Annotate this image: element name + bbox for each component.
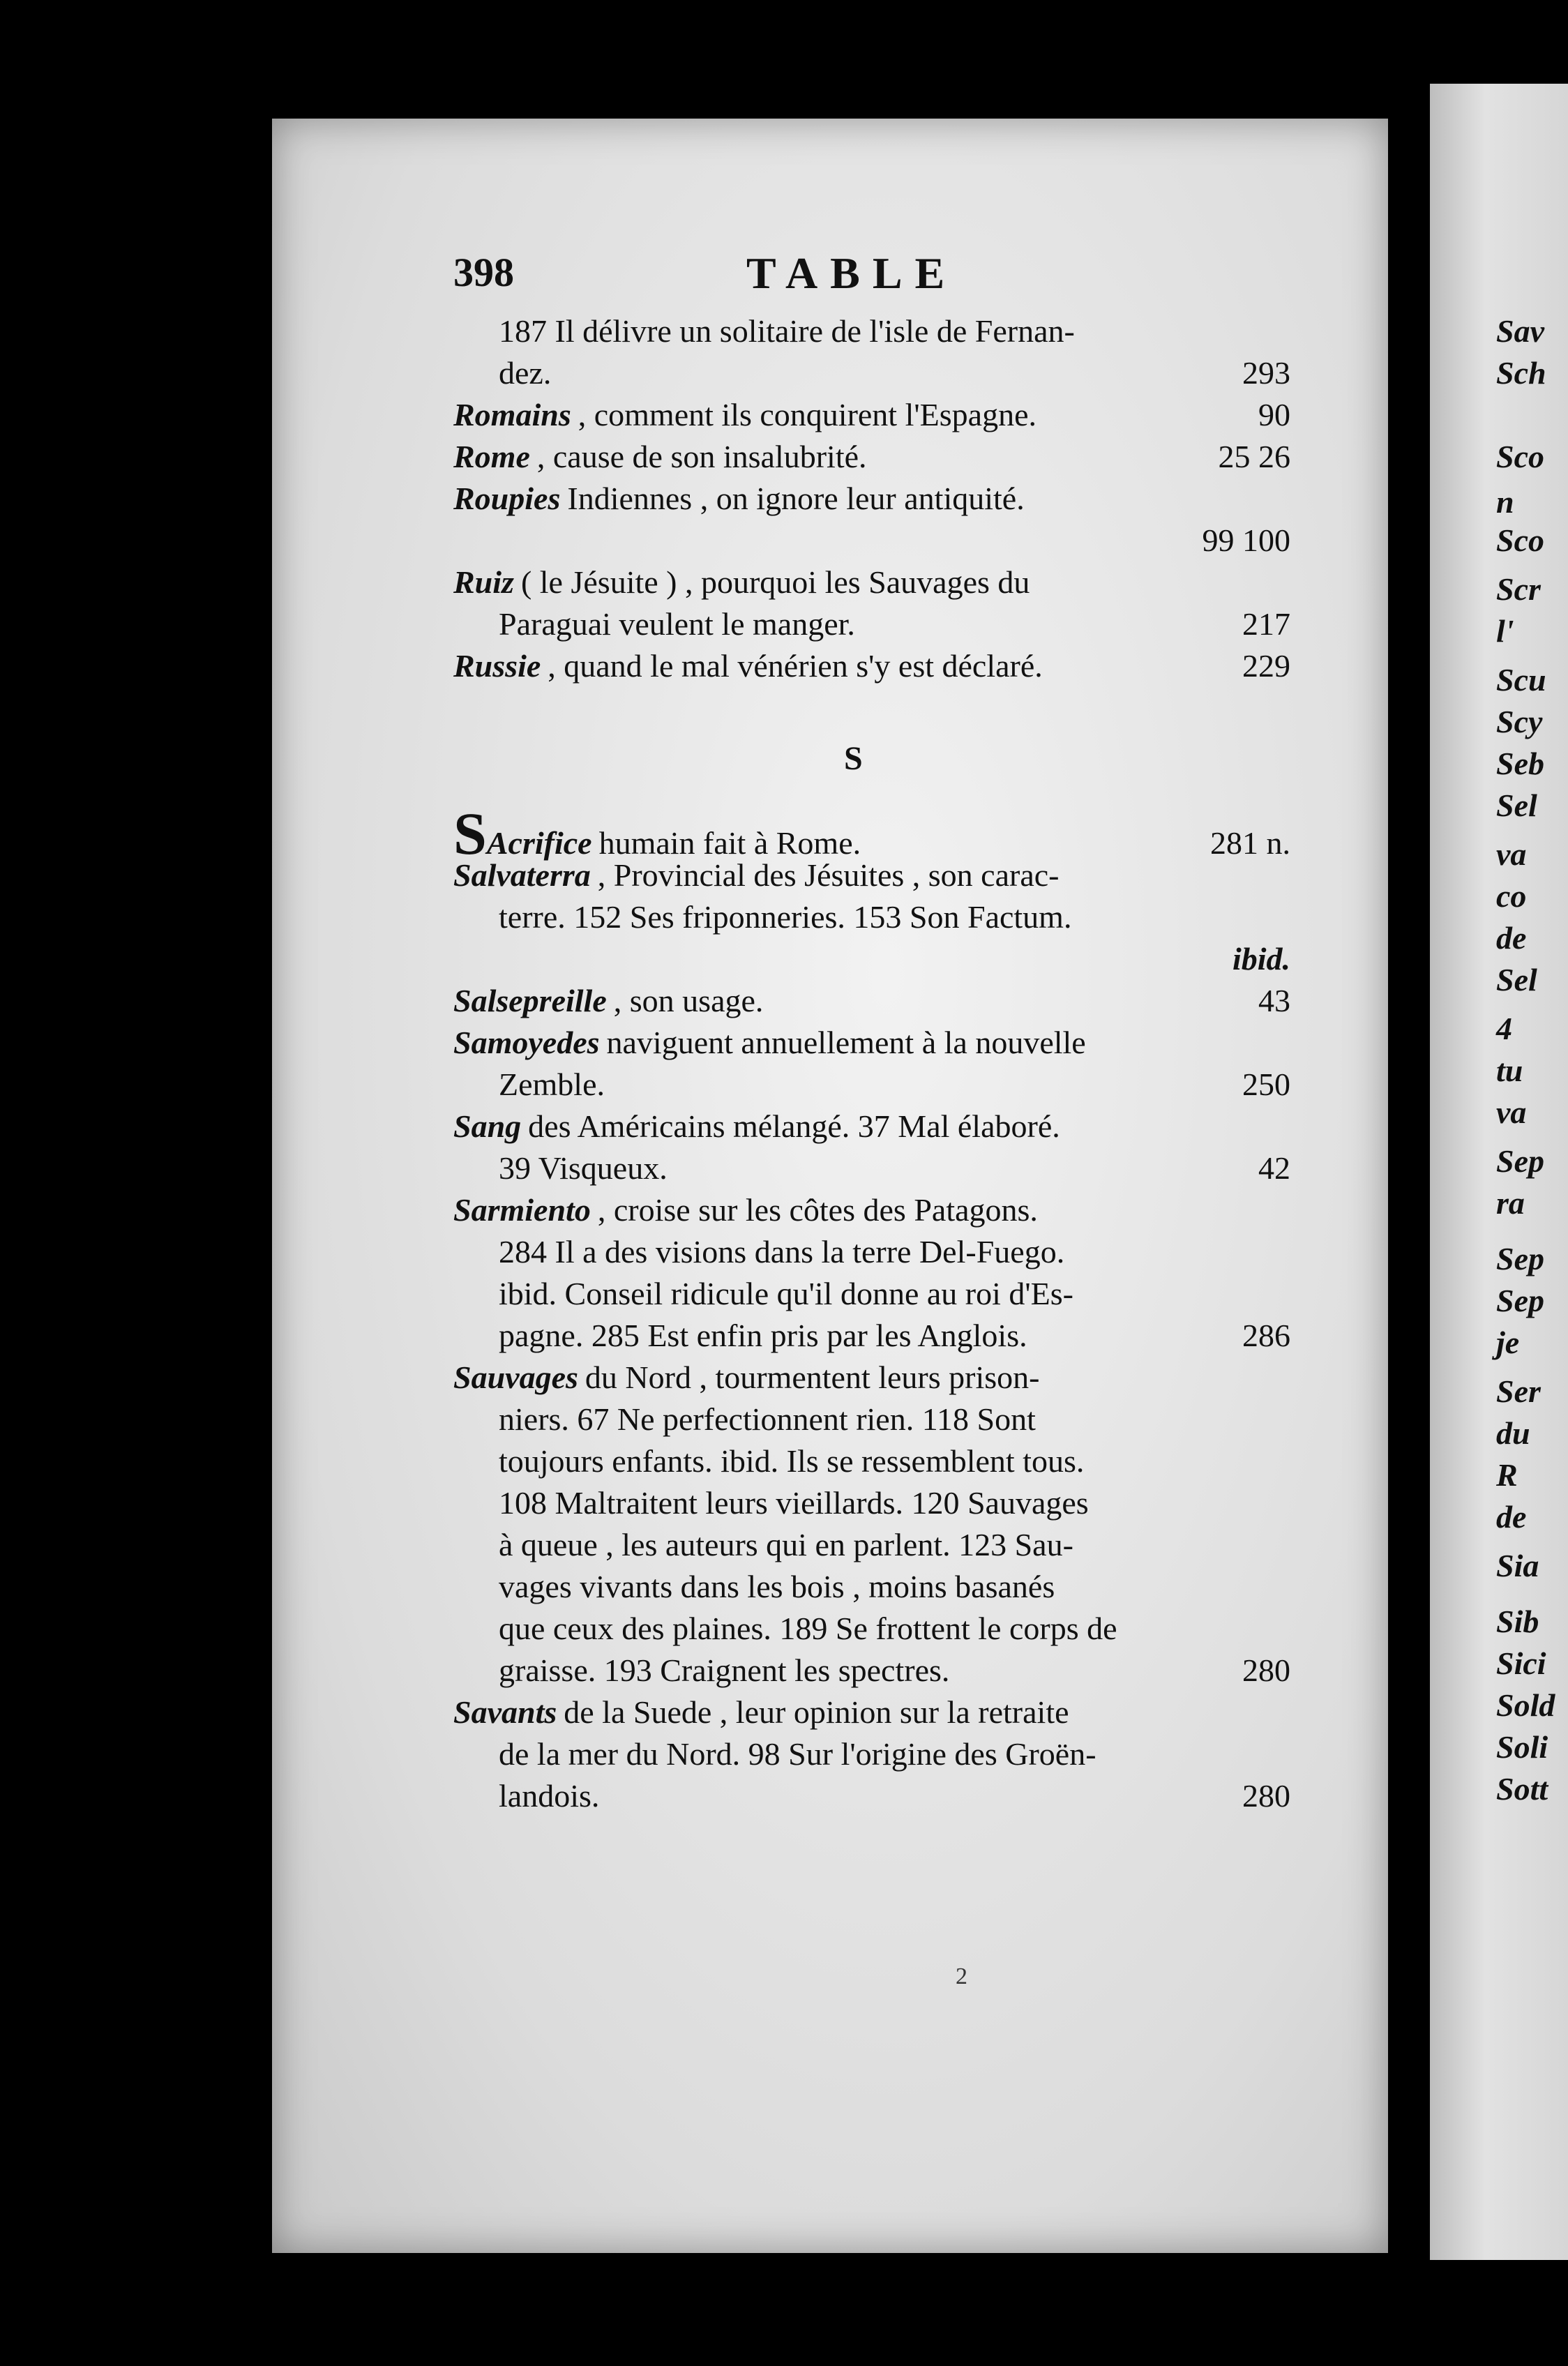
facing-page-fragment: Seb (1496, 746, 1544, 781)
facing-page-fragment: Sel (1496, 788, 1537, 823)
facing-page (1430, 84, 1568, 2260)
facing-page-fragment: ra (1496, 1185, 1525, 1221)
index-line: ibid. Conseil ridicule qu'il donne au roi d'Es- (499, 1276, 1074, 1311)
facing-page-fragment: 4 (1496, 1011, 1512, 1046)
index-entry: Salvaterra , Provincial des Jésuites , son carac- (453, 857, 1060, 893)
facing-page-fragment: Sav (1496, 313, 1544, 349)
facing-page-fragment: tu (1496, 1053, 1523, 1088)
index-entry: Savants de la Suede , leur opinion sur la retraite (453, 1694, 1069, 1730)
facing-page-fragment: Sott (1496, 1771, 1548, 1807)
facing-page-fragment: l' (1496, 613, 1514, 649)
index-line: 284 Il a des visions dans la terre Del-Fuego. (499, 1234, 1065, 1269)
index-entry: Ruiz ( le Jésuite ) , pourquoi les Sauvages du (453, 564, 1030, 600)
index-entry: Russie , quand le mal vénérien s'y est déclaré. 229 (453, 648, 1290, 684)
facing-page-fragment: co (1496, 878, 1527, 914)
index-line: Paraguai veulent le manger. 217 (499, 606, 1290, 642)
index-entry: Roupies Indiennes , on ignore leur antiquité. (453, 481, 1025, 516)
facing-page-fragment: Sia (1496, 1548, 1539, 1583)
facing-page-fragment: Sep (1496, 1143, 1544, 1179)
index-line: vages vivants dans les bois , moins basanés (499, 1569, 1055, 1604)
book-gutter (1388, 0, 1430, 2366)
catchword: 2 (956, 1964, 967, 1989)
facing-page-fragment: Scy (1496, 704, 1543, 739)
index-line: à queue , les auteurs qui en parlent. 123 Sau- (499, 1527, 1073, 1562)
facing-page-fragment: je (1496, 1325, 1520, 1360)
facing-page-fragment: Sco (1496, 522, 1544, 558)
index-line: de la mer du Nord. 98 Sur l'origine des Groën- (499, 1736, 1096, 1772)
facing-page-fragment: de (1496, 1499, 1527, 1535)
index-line: que ceux des plaines. 189 Se frottent le corps de (499, 1611, 1117, 1646)
facing-page-fragment: n (1496, 484, 1514, 520)
index-line: 39 Visqueux. 42 (499, 1150, 1290, 1186)
facing-page-fragment: Sold (1496, 1687, 1555, 1723)
facing-page-fragment: de (1496, 920, 1527, 956)
index-line: Zemble. 250 (499, 1067, 1290, 1102)
index-line: toujours enfants. ibid. Ils se ressemblent tous. (499, 1443, 1085, 1479)
index-entry: Romains , comment ils conquirent l'Espagne. 90 (453, 397, 1290, 432)
facing-page-fragment: Scu (1496, 662, 1546, 698)
index-entry: Salsepreille , son usage. 43 (453, 983, 1290, 1018)
facing-page-fragment: Soli (1496, 1729, 1548, 1765)
facing-page-fragment: du (1496, 1415, 1530, 1451)
facing-page-fragment: Sco (1496, 439, 1544, 474)
index-line: landois. 280 (499, 1778, 1290, 1814)
index-entry: Sang des Américains mélangé. 37 Mal élaboré. (453, 1108, 1060, 1144)
running-header (453, 248, 1318, 303)
index-line: 187 Il délivre un solitaire de l'isle de Fernan- (499, 313, 1075, 349)
page-number: 398 (453, 250, 514, 295)
index-line: graisse. 193 Craignent les spectres. 280 (499, 1652, 1290, 1688)
index-entry: Sarmiento , croise sur les côtes des Patagons. (453, 1192, 1038, 1228)
index-line: 99 100 (1202, 522, 1290, 558)
section-letter: S (844, 740, 863, 777)
facing-page-fragment: Ser (1496, 1373, 1541, 1409)
index-line: terre. 152 Ses friponneries. 153 Son Factum. (499, 899, 1072, 935)
index-line: 108 Maltraitent leurs vieillards. 120 Sauvages (499, 1485, 1089, 1521)
index-line: dez. 293 (499, 355, 1290, 391)
facing-page-fragment: va (1496, 836, 1527, 872)
index-line: pagne. 285 Est enfin pris par les Anglois. 286 (499, 1318, 1290, 1353)
facing-page-fragment: Sep (1496, 1241, 1544, 1276)
index-line: ibid. (1232, 941, 1290, 977)
facing-page-fragment: Sch (1496, 355, 1546, 391)
index-entry: Sauvages du Nord , tourmentent leurs prison- (453, 1359, 1040, 1395)
index-entry: S Acrifice humain fait à Rome. 281 n. (453, 800, 1290, 867)
index-entry: Rome , cause de son insalubrité. 25 26 (453, 439, 1290, 474)
facing-page-fragment: Sici (1496, 1645, 1546, 1681)
facing-page-fragment: Scr (1496, 571, 1541, 607)
dropcap: S (453, 800, 487, 867)
index-line: niers. 67 Ne perfectionnent rien. 118 Sont (499, 1401, 1036, 1437)
running-title: TABLE (746, 248, 958, 298)
facing-page-fragment: va (1496, 1094, 1527, 1130)
facing-page-fragment: Sel (1496, 962, 1537, 997)
index-entry: Samoyedes naviguent annuellement à la nouvelle (453, 1025, 1086, 1060)
facing-page-fragment: Sib (1496, 1604, 1539, 1639)
facing-page-fragment: Sep (1496, 1283, 1544, 1318)
facing-page-fragment: R (1496, 1457, 1518, 1493)
